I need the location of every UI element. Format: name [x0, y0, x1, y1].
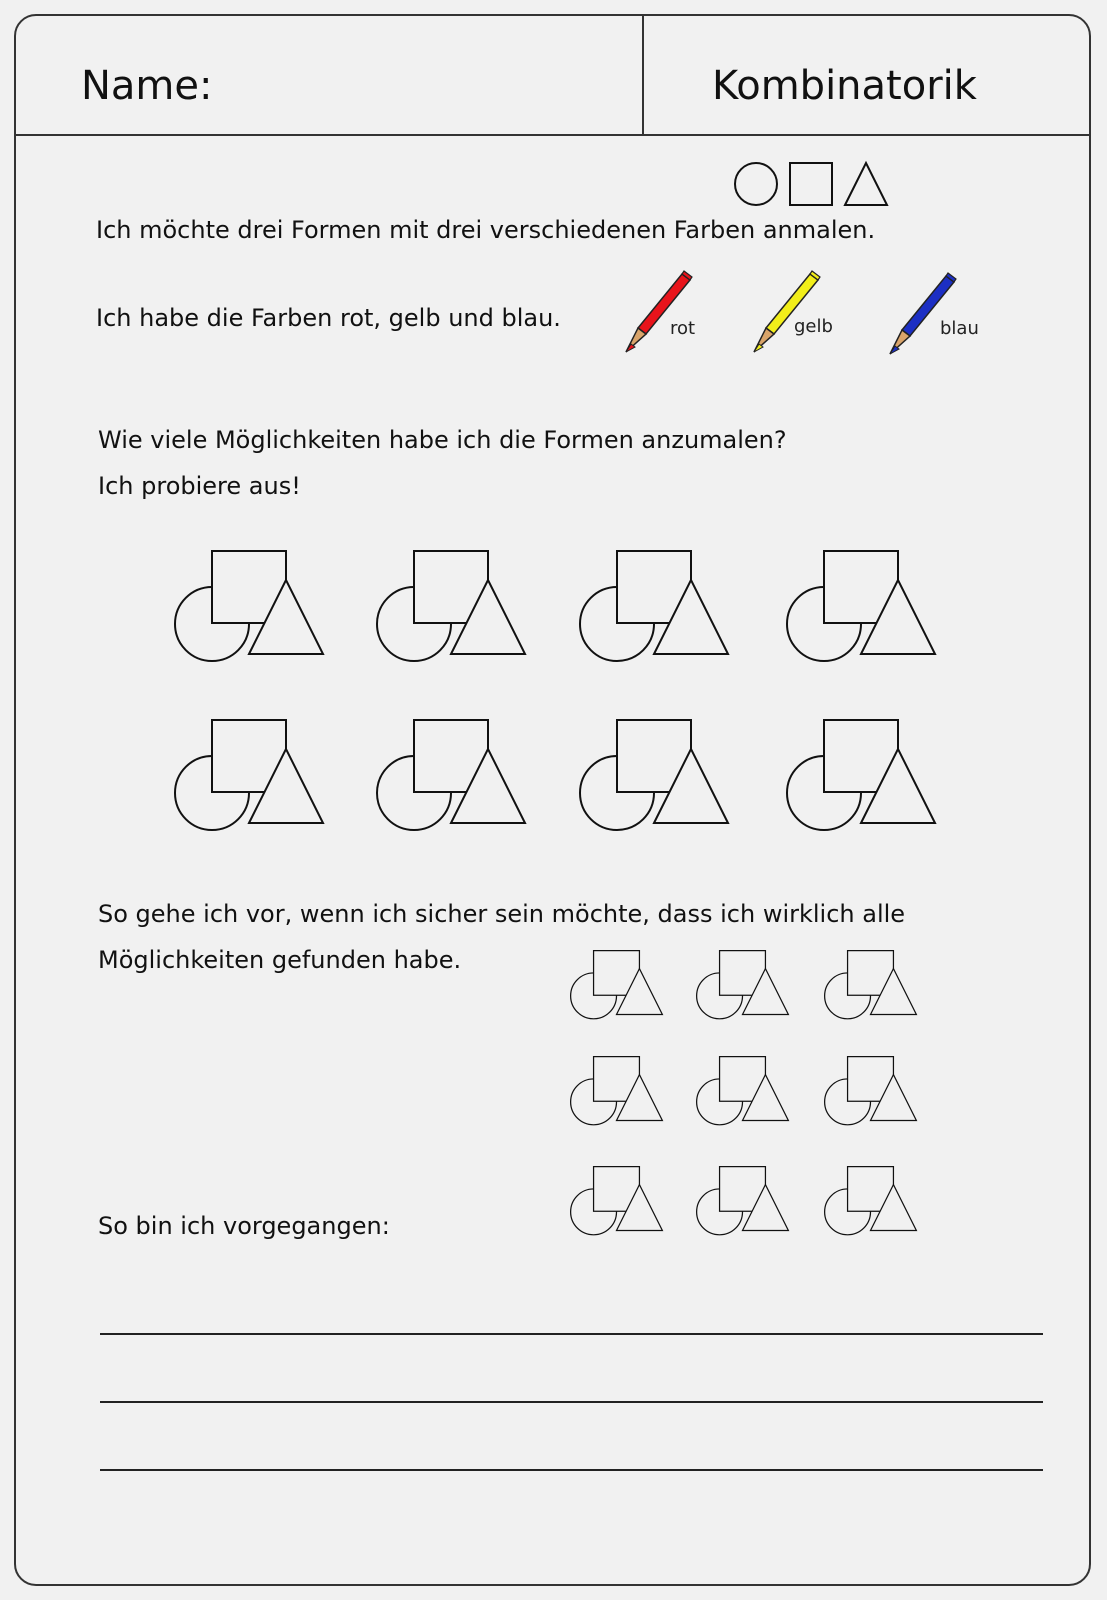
answer-line-1: [100, 1333, 1043, 1335]
circle-square-triangle-group-icon: [570, 1166, 663, 1237]
circle-square-triangle-group-icon: [696, 950, 789, 1021]
pencil-label-blue: blau: [940, 318, 979, 339]
question-line-2: Ich probiere aus!: [98, 472, 301, 500]
circle-square-triangle-group-icon: [824, 1056, 917, 1127]
circle-square-triangle-group-icon: [174, 719, 324, 833]
question-line-1: Wie viele Möglichkeiten habe ich die Formen anzumalen?: [98, 426, 787, 454]
answer-line-2: [100, 1401, 1043, 1403]
triangle-icon: [845, 163, 887, 205]
circle-square-triangle-group-icon: [579, 719, 729, 833]
shapes-legend: [734, 162, 894, 212]
circle-square-triangle-group-icon: [376, 719, 526, 833]
worksheet: [14, 14, 1091, 1586]
answer-line-3: [100, 1469, 1043, 1471]
circle-square-triangle-group-icon: [696, 1166, 789, 1237]
circle-square-triangle-group-icon: [786, 550, 936, 664]
circle-square-triangle-group-icon: [696, 1056, 789, 1127]
procedure-label: So bin ich vorgegangen:: [98, 1212, 390, 1240]
intro-line-1: Ich möchte drei Formen mit drei verschiedenen Farben anmalen.: [96, 216, 876, 244]
pencil-label-red: rot: [670, 318, 696, 339]
circle-square-triangle-group-icon: [824, 950, 917, 1021]
circle-square-triangle-group-icon: [376, 550, 526, 664]
circle-square-triangle-group-icon: [174, 550, 324, 664]
approach-line-1: So gehe ich vor, wenn ich sicher sein möchte, dass ich wirklich alle: [98, 900, 906, 928]
header-divider: [642, 16, 644, 136]
square-icon: [790, 163, 832, 205]
intro-line-2: Ich habe die Farben rot, gelb und blau.: [96, 304, 561, 332]
name-label: Name:: [81, 63, 213, 109]
circle-square-triangle-group-icon: [570, 1056, 663, 1127]
circle-square-triangle-group-icon: [570, 950, 663, 1021]
worksheet-title: Kombinatorik: [712, 63, 977, 109]
circle-square-triangle-group-icon: [824, 1166, 917, 1237]
pencil-yellow-icon: [746, 266, 826, 356]
circle-square-triangle-group-icon: [579, 550, 729, 664]
pencil-label-yellow: gelb: [794, 316, 833, 337]
pencil-red-icon: [618, 266, 698, 356]
approach-line-2: Möglichkeiten gefunden habe.: [98, 946, 462, 974]
header: [16, 16, 1089, 136]
pencil-blue-icon: [882, 268, 962, 358]
circle-square-triangle-group-icon: [786, 719, 936, 833]
circle-icon: [735, 163, 777, 205]
